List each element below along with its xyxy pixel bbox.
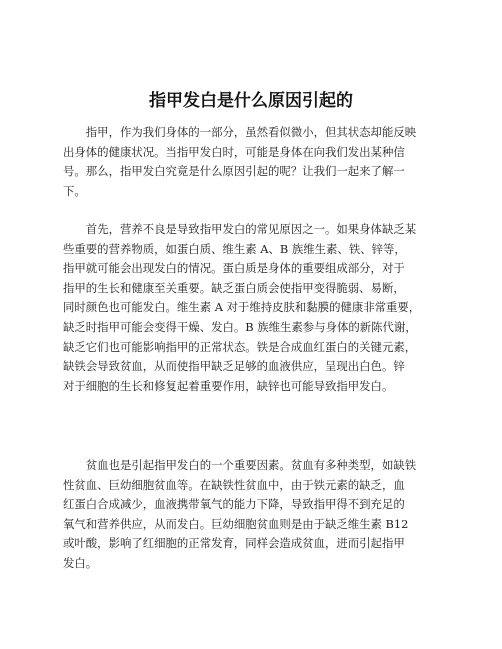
text-line: 同时颜色也可能发白。维生素 A 对于维持皮肤和黏膜的健康非常重要，	[63, 300, 421, 315]
text-line: 性贫血、巨幼细胞贫血等。在缺铁性贫血中，由于铁元素的缺乏，血	[63, 477, 405, 492]
text-line: 缺乏它们也可能影响指甲的正常状态。铁是合成血红蛋白的关键元素，	[63, 339, 417, 354]
text-line: 红蛋白合成减少，血液携带氧气的能力下降，导致指甲得不到充足的	[63, 497, 405, 512]
paragraph-malnutrition	[63, 220, 453, 396]
text-line: 下。	[63, 183, 86, 198]
text-line: 出身体的健康状况。当指甲发白时，可能是身体在向我们发出某种信	[63, 144, 405, 159]
text-line: 对于细胞的生长和修复起着重要作用，缺锌也可能导致指甲发白。	[63, 378, 394, 393]
text-line: 指甲，作为我们身体的一部分，虽然看似微小，但其状态却能反映	[63, 125, 417, 139]
text-line: 指甲的生长和健康至关重要。缺乏蛋白质会使指甲变得脆弱、易断，	[63, 280, 405, 295]
text-line: 或叶酸，影响了红细胞的正常发育，同样会造成贫血，进而引起指甲	[63, 536, 405, 551]
paragraph-anemia	[63, 456, 453, 574]
document-title: 指甲发白是什么原因引起的	[149, 91, 353, 111]
paragraph-intro	[63, 123, 453, 201]
text-line: 些重要的营养物质，如蛋白质、维生素 A、B 族维生素、铁、锌等，	[63, 241, 406, 256]
text-line: 缺乏时指甲可能会变得干燥、发白。B 族维生素参与身体的新陈代谢，	[63, 319, 417, 334]
text-line: 号。那么，指甲发白究竟是什么原因引起的呢？让我们一起来了解一	[63, 164, 405, 179]
text-line: 缺铁会导致贫血，从而使指甲缺乏足够的血液供应，呈现出白色。锌	[63, 359, 405, 374]
text-line: 氧气和营养供应，从而发白。巨幼细胞贫血则是由于缺乏维生素 B12	[63, 516, 409, 531]
text-line: 首先，营养不良是导致指甲发白的常见原因之一。如果身体缺乏某	[63, 222, 417, 236]
text-line: 贫血也是引起指甲发白的一个重要因素。贫血有多种类型，如缺铁	[63, 458, 417, 472]
text-line: 发白。	[63, 555, 98, 570]
text-line: 指甲就可能会出现发白的情况。蛋白质是身体的重要组成部分，对于	[63, 261, 405, 276]
